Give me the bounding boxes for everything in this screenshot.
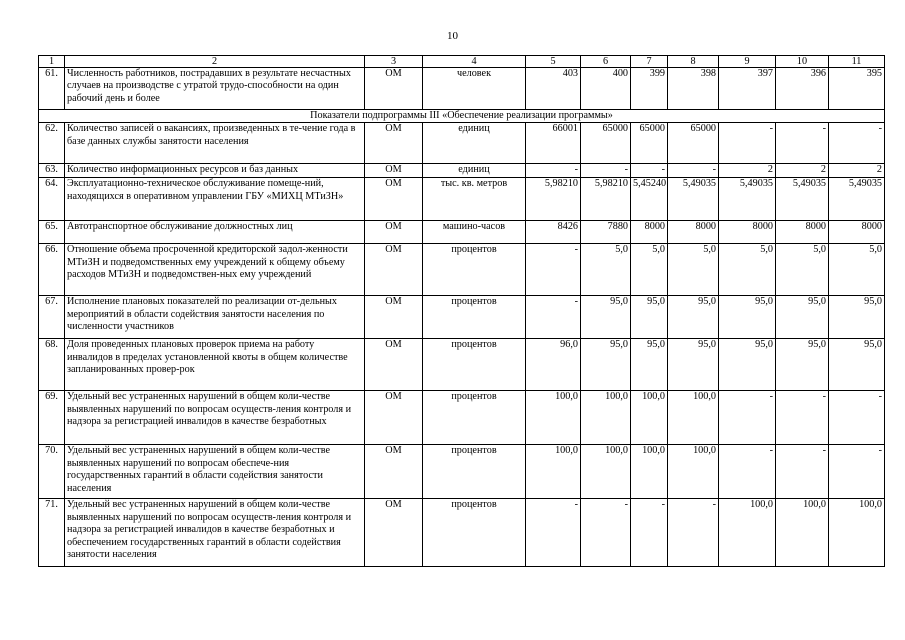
indicator-name: Удельный вес устраненных нарушений в общем коли-честве выявленных нарушений по вопросам осуществ-ления контроля и надзора за регистрацией инвалидов в качестве безработных и обеспечением государственных гарантий в области содействия занятости населения [65,499,365,567]
value-cell: - [829,445,885,499]
column-header: 1 [39,56,65,68]
indicator-type: ОМ [365,221,423,244]
value-cell: 100,0 [581,391,631,445]
row-number: 71. [39,499,65,567]
value-cell: 95,0 [776,339,829,391]
column-header: 5 [526,56,581,68]
value-cell: - [526,164,581,178]
value-cell: 100,0 [526,391,581,445]
unit: единиц [423,164,526,178]
indicator-type: ОМ [365,296,423,339]
table-row [39,221,885,244]
value-cell: 400 [581,68,631,110]
value-cell: - [776,391,829,445]
value-cell: 396 [776,68,829,110]
value-cell: 5,49035 [829,178,885,221]
value-cell: 65000 [631,123,668,164]
table-row [39,445,885,499]
value-cell: 95,0 [719,339,776,391]
indicator-name: Доля проведенных плановых проверок приема на работу инвалидов в пределах установленной квоты в общем количестве запланированных провер-рок [65,339,365,391]
unit: человек [423,68,526,110]
value-cell: 398 [668,68,719,110]
table-row [39,68,885,110]
value-cell: 395 [829,68,885,110]
value-cell: 95,0 [581,339,631,391]
value-cell: 5,0 [719,244,776,296]
table-row [39,178,885,221]
value-cell: 95,0 [631,339,668,391]
value-cell: 100,0 [829,499,885,567]
table-row [39,499,885,567]
value-cell: 5,0 [631,244,668,296]
value-cell: 399 [631,68,668,110]
value-cell: 95,0 [668,339,719,391]
value-cell: 95,0 [668,296,719,339]
value-cell: 95,0 [829,339,885,391]
row-number: 64. [39,178,65,221]
unit: процентов [423,339,526,391]
value-cell: 403 [526,68,581,110]
value-cell: 5,49035 [776,178,829,221]
unit: процентов [423,445,526,499]
value-cell: - [719,445,776,499]
value-cell: - [829,123,885,164]
value-cell: 65000 [581,123,631,164]
row-number: 67. [39,296,65,339]
value-cell: - [526,499,581,567]
value-cell: - [668,164,719,178]
table-row [39,164,885,178]
value-cell: 100,0 [631,391,668,445]
indicator-name: Исполнение плановых показателей по реализации от-дельных мероприятий в области содействия занятости населения по численности участников [65,296,365,339]
column-header: 3 [365,56,423,68]
value-cell: 100,0 [581,445,631,499]
indicator-name: Удельный вес устраненных нарушений в общем коли-честве выявленных нарушений по вопросам обеспече-ния государственных гарантий в области содействия занятости населения [65,445,365,499]
unit: тыс. кв. метров [423,178,526,221]
value-cell: 8000 [829,221,885,244]
value-cell: 100,0 [719,499,776,567]
indicator-name: Количество записей о вакансиях, произведенных в те-чение года в базе данных службы занятости населения [65,123,365,164]
indicator-name: Удельный вес устраненных нарушений в общем коли-честве выявленных нарушений по вопросам осуществ-ления контроля и надзора за регистрацией инвалидов в качестве безработных [65,391,365,445]
section-row [39,110,885,123]
value-cell: - [668,499,719,567]
value-cell: 100,0 [526,445,581,499]
indicator-name: Эксплуатационно-техническое обслуживание помеще-ний, находящихся в оперативном управлении ГБУ «МИХЦ МТиЗН» [65,178,365,221]
value-cell: 2 [829,164,885,178]
row-number: 62. [39,123,65,164]
page-number: 10 [447,30,458,42]
row-number: 63. [39,164,65,178]
unit: процентов [423,244,526,296]
row-number: 65. [39,221,65,244]
indicator-name: Автотранспортное обслуживание должностных лиц [65,221,365,244]
value-cell: 2 [776,164,829,178]
row-number: 69. [39,391,65,445]
value-cell: 8000 [631,221,668,244]
value-cell: 95,0 [631,296,668,339]
value-cell: 2 [719,164,776,178]
row-number: 61. [39,68,65,110]
value-cell: - [526,244,581,296]
row-number: 68. [39,339,65,391]
column-header: 7 [631,56,668,68]
table-row [39,244,885,296]
row-number: 70. [39,445,65,499]
value-cell: - [719,123,776,164]
value-cell: 100,0 [668,445,719,499]
indicator-type: ОМ [365,123,423,164]
value-cell: 5,0 [776,244,829,296]
value-cell: 5,49035 [719,178,776,221]
table-row [39,339,885,391]
indicator-type: ОМ [365,244,423,296]
value-cell: - [719,391,776,445]
row-number: 66. [39,244,65,296]
indicator-type: ОМ [365,445,423,499]
section-title: Показатели подпрограммы III «Обеспечение реализации программы» [39,110,885,123]
value-cell: 5,0 [668,244,719,296]
unit: процентов [423,296,526,339]
value-cell: 397 [719,68,776,110]
value-cell: 100,0 [776,499,829,567]
value-cell: 7880 [581,221,631,244]
value-cell: 100,0 [631,445,668,499]
value-cell: - [526,296,581,339]
column-header: 4 [423,56,526,68]
indicator-type: ОМ [365,499,423,567]
column-header: 6 [581,56,631,68]
value-cell: 5,49035 [668,178,719,221]
unit: процентов [423,499,526,567]
value-cell: 5,98210 [526,178,581,221]
header-row [39,56,885,68]
indicator-type: ОМ [365,391,423,445]
indicator-name: Численность работников, пострадавших в результате несчастных случаев на производстве с утратой трудо-способности на один рабочий день и более [65,68,365,110]
indicator-name: Отношение объема просроченной кредиторской задол-женности МТиЗН и подведомственных ему учреждений к общему объему расходов МТиЗН и подведомствен-ных ему учреждений [65,244,365,296]
value-cell: - [776,123,829,164]
value-cell: 5,0 [829,244,885,296]
indicator-type: ОМ [365,178,423,221]
table-row [39,391,885,445]
indicator-type: ОМ [365,164,423,178]
value-cell: 95,0 [776,296,829,339]
value-cell: 96,0 [526,339,581,391]
column-header: 9 [719,56,776,68]
value-cell: - [581,164,631,178]
column-header: 11 [829,56,885,68]
value-cell: 95,0 [719,296,776,339]
value-cell: - [631,164,668,178]
value-cell: 66001 [526,123,581,164]
value-cell: 95,0 [829,296,885,339]
value-cell: 8000 [776,221,829,244]
unit: машино-часов [423,221,526,244]
unit: единиц [423,123,526,164]
value-cell: 5,0 [581,244,631,296]
value-cell: 100,0 [668,391,719,445]
value-cell: 65000 [668,123,719,164]
indicator-type: ОМ [365,339,423,391]
indicators-table [38,55,885,567]
value-cell: 5,98210 [581,178,631,221]
table-row [39,123,885,164]
column-header: 8 [668,56,719,68]
value-cell: - [776,445,829,499]
value-cell: - [631,499,668,567]
value-cell: 8000 [719,221,776,244]
column-header: 2 [65,56,365,68]
indicator-name: Количество информационных ресурсов и баз данных [65,164,365,178]
indicator-type: ОМ [365,68,423,110]
value-cell: 8426 [526,221,581,244]
value-cell: 95,0 [581,296,631,339]
value-cell: - [581,499,631,567]
value-cell: 5,45240 [631,178,668,221]
value-cell: 8000 [668,221,719,244]
table-row [39,296,885,339]
unit: процентов [423,391,526,445]
column-header: 10 [776,56,829,68]
value-cell: - [829,391,885,445]
